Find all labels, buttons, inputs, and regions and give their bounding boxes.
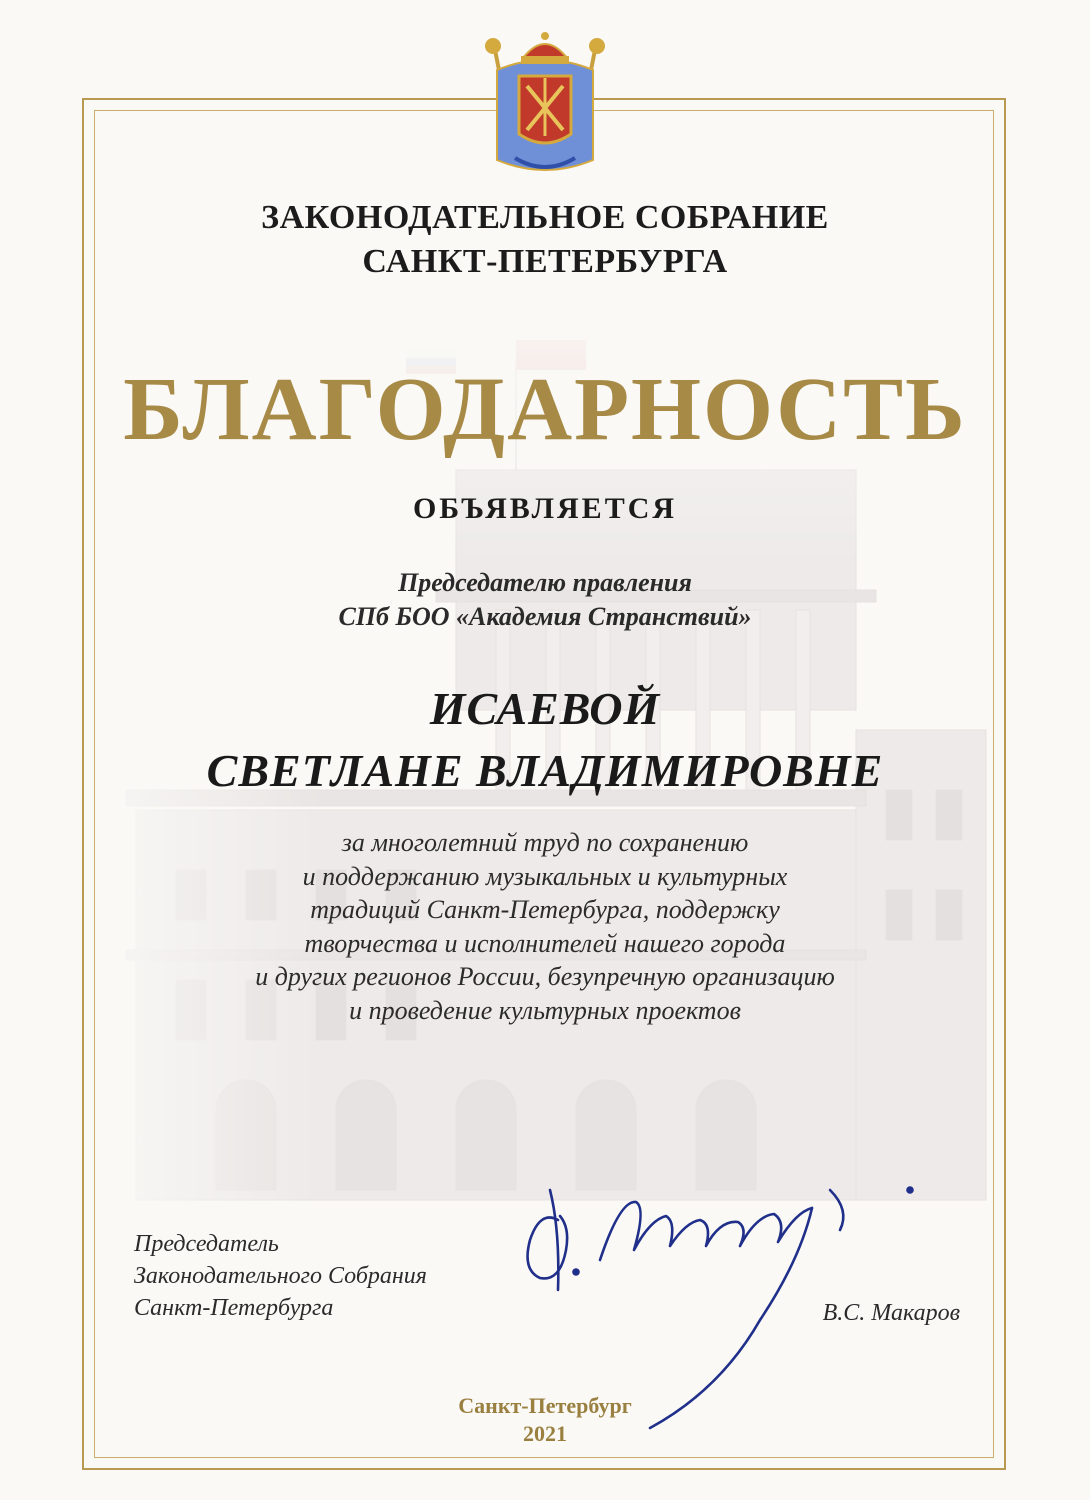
reason-line: творчества и исполнителей нашего города bbox=[304, 928, 786, 958]
issuing-organization bbox=[0, 196, 1090, 284]
announce-heading: ОБЪЯВЛЯЕТСЯ bbox=[412, 492, 678, 525]
organization-line-1: ЗАКОНОДАТЕЛЬНОЕ СОБРАНИЕ bbox=[261, 199, 829, 236]
signer-title bbox=[134, 1228, 427, 1324]
reason-line: и проведение культурных проектов bbox=[349, 995, 741, 1025]
recipient-position bbox=[0, 566, 1090, 634]
signer-title-line-2: Законодательного Собрания bbox=[134, 1263, 427, 1289]
recipient-surname: ИСАЕВОЙ bbox=[429, 683, 661, 734]
signer-name: В.С. Макаров bbox=[822, 1300, 960, 1326]
recipient-given-name: СВЕТЛАНЕ ВЛАДИМИРОВНЕ bbox=[206, 745, 884, 796]
award-reason bbox=[0, 826, 1090, 1027]
reason-line: и поддержанию музыкальных и культурных bbox=[302, 861, 788, 891]
reason-line: традиций Санкт-Петербурга, поддержку bbox=[310, 895, 780, 924]
signer-title-line-3: Санкт-Петербурга bbox=[134, 1295, 334, 1321]
reason-line: и других регионов России, безупречную организацию bbox=[255, 962, 835, 991]
recipient-position-line-2: СПб БОО «Академия Странствий» bbox=[338, 602, 752, 631]
organization-line-2: САНКТ-ПЕТЕРБУРГА bbox=[362, 243, 728, 280]
place-year: 2021 bbox=[523, 1421, 567, 1446]
recipient-position-line-1: Председателю правления bbox=[398, 568, 692, 597]
place-city: Санкт-Петербург bbox=[458, 1393, 632, 1418]
saint-petersburg-coat-of-arms-icon bbox=[475, 30, 615, 180]
recipient-name bbox=[0, 678, 1090, 802]
certificate-title: БЛАГОДАРНОСТЬ bbox=[123, 360, 967, 459]
signer-title-line-1: Председатель bbox=[134, 1231, 279, 1257]
place-and-year bbox=[0, 1392, 1090, 1448]
reason-line: за многолетний труд по сохранению bbox=[341, 828, 749, 857]
